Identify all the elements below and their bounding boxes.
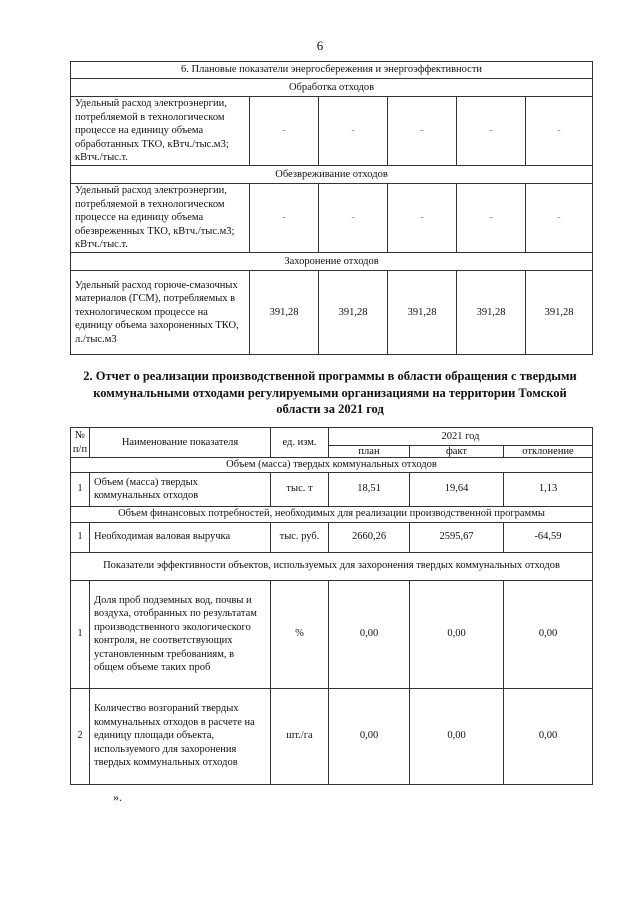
header-unit: ед. изм. [271,428,329,458]
unit-cell: шт./га [271,688,329,784]
row-num: 1 [71,522,90,552]
table-row [71,472,593,506]
section-heading: Объем финансовых потребностей, необходимых для реализации производственной программы [71,506,593,522]
row-num: 2 [71,688,90,784]
value-cell: - [388,97,457,166]
section-heading: Обезвреживание отходов [71,166,593,184]
plan-cell: 0,00 [329,580,410,688]
fact-cell: 0,00 [410,688,504,784]
value-cell: 391,28 [526,271,593,355]
deviation-cell: -64,59 [504,522,593,552]
header-num: № п/п [71,428,90,458]
indicator-name: Необходимая валовая выручка [90,522,271,552]
header-deviation: отклонение [504,446,593,458]
value-cell: - [457,184,526,253]
value-cell: - [388,184,457,253]
indicator-name: Удельный расход горюче-смазочных материалов (ГСМ), потребляемых в технологическом процессе на единицу объема захороненных ТКО, л./тыс.м3 [71,271,250,355]
plan-cell: 2660,26 [329,522,410,552]
unit-cell: тыс. руб. [271,522,329,552]
section-heading: Обработка отходов [71,79,593,97]
table-row [71,97,593,166]
value-cell: - [526,184,593,253]
deviation-cell: 1,13 [504,472,593,506]
value-cell: 391,28 [388,271,457,355]
fact-cell: 19,64 [410,472,504,506]
table-row [71,184,593,253]
fact-cell: 2595,67 [410,522,504,552]
table-row [71,580,593,688]
section-heading: Объем (масса) твердых коммунальных отходов [71,458,593,473]
value-cell: - [319,184,388,253]
indicator-name: Удельный расход электроэнергии, потребляемой в технологическом процессе на единицу объема обработанных ТКО, кВтч./тыс.м3; кВтч./тыс.т. [71,97,250,166]
plan-cell: 0,00 [329,688,410,784]
indicator-name: Количество возгораний твердых коммунальных отходов в расчете на единицу площади объекта, используемого для захоронения твердых коммунальных отходов [90,688,271,784]
value-cell: 391,28 [319,271,388,355]
row-num: 1 [71,472,90,506]
value-cell: 391,28 [250,271,319,355]
deviation-cell: 0,00 [504,580,593,688]
value-cell: - [250,184,319,253]
value-cell: - [457,97,526,166]
report-table [70,427,593,785]
indicator-name: Объем (масса) твердых коммунальных отходов [90,472,271,506]
indicator-name: Удельный расход электроэнергии, потребляемой в технологическом процессе на единицу объема обезвреженных ТКО, кВтч./тыс.м3; кВтч./тыс.т. [71,184,250,253]
plan-cell: 18,51 [329,472,410,506]
closing-quote: ». [113,790,122,804]
value-cell: - [250,97,319,166]
header-fact: факт [410,446,504,458]
header-name: Наименование показателя [90,428,271,458]
section-heading: Захоронение отходов [71,253,593,271]
row-num: 1 [71,580,90,688]
section-title: 2. Отчет о реализации производственной программы в области обращения с твердыми коммунальными отходами регулируемыми организациями на территории Томской области за 2021 год [83,369,577,416]
section-heading: Показатели эффективности объектов, используемых для захоронения твердых коммунальных отходов [71,552,593,580]
indicator-name: Доля проб подземных вод, почвы и воздуха, отобранных по результатам производственного экологического контроля, не соответствующих установленным требованиям, в общем объеме таких проб [90,580,271,688]
table-title: 6. Плановые показатели энергосбережения и энергоэффективности [71,62,593,79]
table-row [71,688,593,784]
unit-cell: % [271,580,329,688]
value-cell: - [526,97,593,166]
fact-cell: 0,00 [410,580,504,688]
table-row [71,522,593,552]
value-cell: 391,28 [457,271,526,355]
page-number: 6 [316,38,324,53]
deviation-cell: 0,00 [504,688,593,784]
header-year: 2021 год [329,428,593,446]
unit-cell: тыс. т [271,472,329,506]
value-cell: - [319,97,388,166]
energy-efficiency-table [70,61,593,355]
table-row [71,271,593,355]
header-plan: план [329,446,410,458]
